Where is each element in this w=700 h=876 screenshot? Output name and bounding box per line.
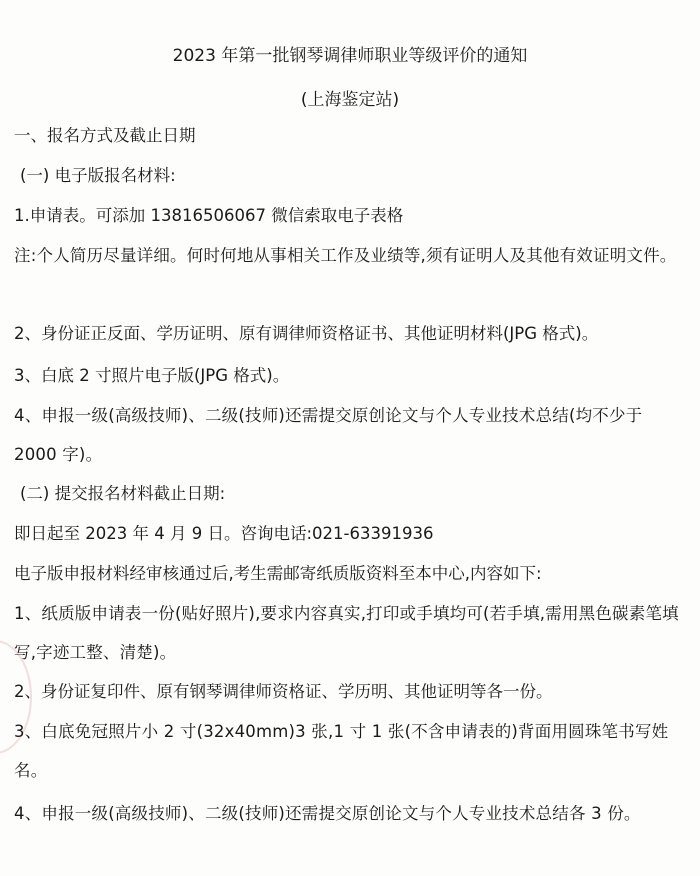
sub-2-heading: (二) 提交报名材料截止日期:	[20, 484, 226, 503]
document-title: 2023 年第一批钢琴调律师职业等级评价的通知	[172, 46, 528, 66]
document-subtitle: (上海鉴定站)	[300, 90, 400, 110]
mail-item-3: 3、白底免冠照片小 2 寸(32x40mm)3 张,1 寸 1 张(不含申请表的)背面用圆珠笔书写姓名。	[14, 722, 669, 780]
sub-1-heading: (一) 电子版报名材料:	[20, 166, 176, 185]
item-3: 3、白底 2 寸照片电子版(JPG 格式)。	[14, 366, 290, 385]
note: 注:个人简历尽量详细。何时何地从事相关工作及业绩等,须有证明人及其他有效证明文件。	[14, 246, 677, 265]
mail-item-4: 4、申报一级(高级技师)、二级(技师)还需提交原创论文与个人专业技术总结各 3 份。	[14, 804, 641, 823]
deadline: 即日起至 2023 年 4 月 9 日。咨询电话:021-63391936	[14, 524, 434, 543]
item-1: 1.申请表。可添加 13816506067 微信索取电子表格	[14, 206, 404, 225]
mail-intro: 电子版申报材料经审核通过后,考生需邮寄纸质版资料至本中心,内容如下:	[14, 564, 542, 583]
mail-item-2: 2、身份证复印件、原有钢琴调律师资格证、学历明、其他证明等各一份。	[14, 682, 553, 701]
item-4: 4、申报一级(高级技师)、二级(技师)还需提交原创论文与个人专业技术总结(均不少于 2000 字)。	[14, 406, 643, 464]
section-1-heading: 一、报名方式及截止日期	[14, 126, 196, 145]
mail-item-1: 1、纸质版申请表一份(贴好照片),要求内容真实,打印或手填均可(若手填,需用黑色碳素笔填写,字迹工整、清楚)。	[14, 604, 679, 662]
item-2: 2、身份证正反面、学历证明、原有调律师资格证书、其他证明材料(JPG 格式)。	[14, 324, 599, 343]
